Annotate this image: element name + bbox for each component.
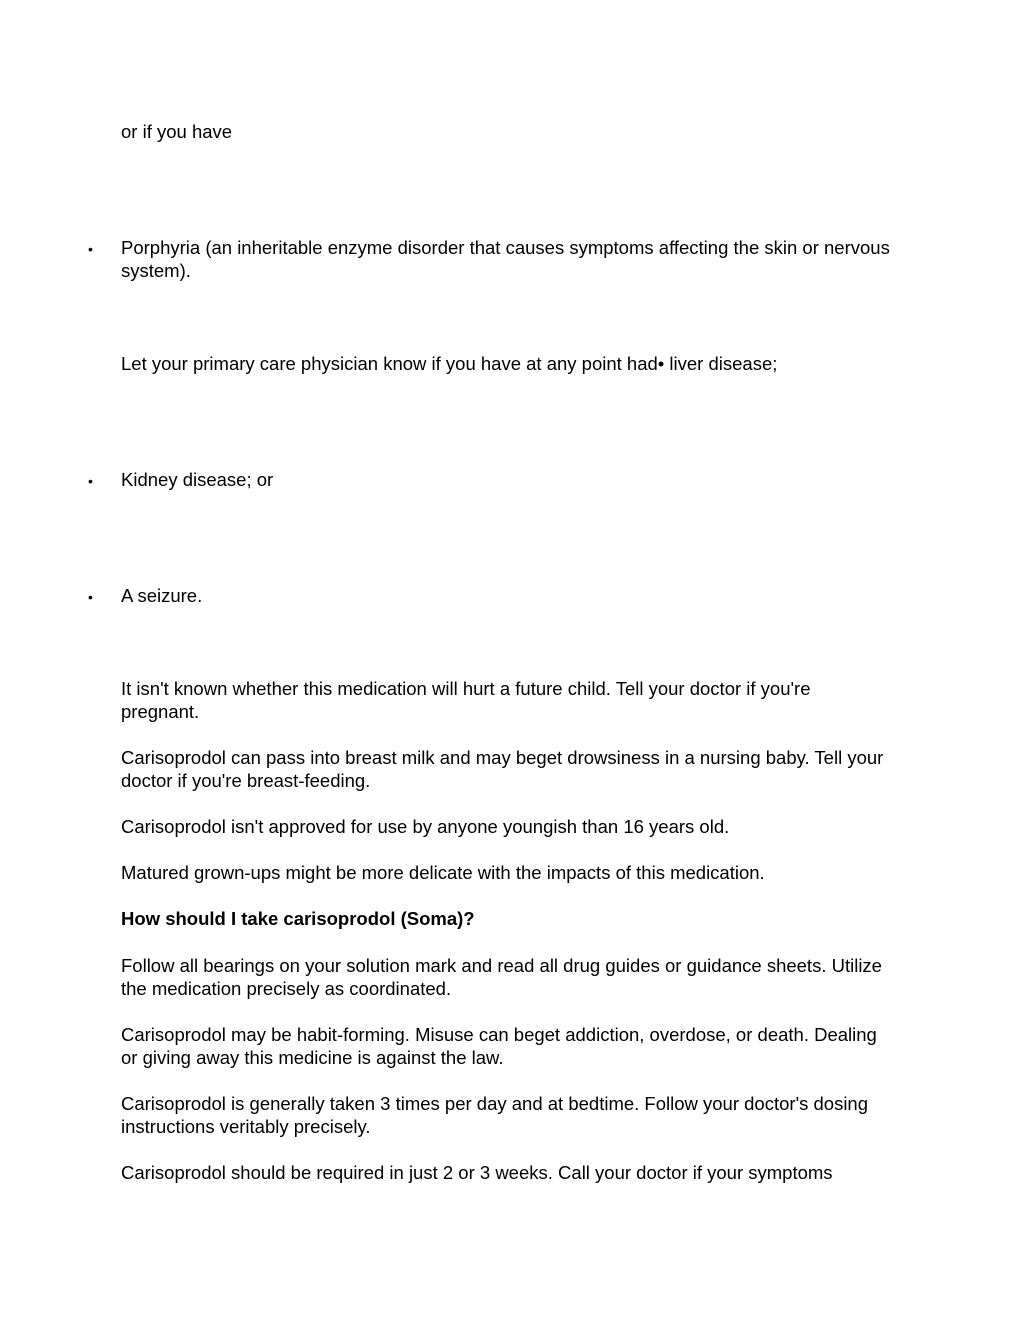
para-breast-milk: Carisoprodol can pass into breast milk and may beget drowsiness in a nursing baby. Tell your doctor if you're breast-feeding. (121, 747, 884, 791)
para-age: Carisoprodol isn't approved for use by anyone youngish than 16 years old. (121, 816, 730, 837)
bullet-kidney: Kidney disease; or (121, 469, 274, 490)
bullet-marker: • (88, 241, 93, 257)
bullet-marker: • (88, 473, 93, 489)
para-pregnant: It isn't known whether this medication will hurt a future child. Tell your doctor if you're pregnant. (121, 678, 811, 722)
para-elderly: Matured grown-ups might be more delicate with the impacts of this medication. (121, 862, 765, 883)
heading-how-take: How should I take carisoprodol (Soma)? (121, 908, 475, 929)
para-dosing: Carisoprodol is generally taken 3 times per day and at bedtime. Follow your doctor's dosing instructions veritably precisely. (121, 1093, 869, 1137)
para-habit: Carisoprodol may be habit-forming. Misuse can beget addiction, overdose, or death. Dealing or giving away this medicine is against the law. (121, 1024, 877, 1068)
para-duration: Carisoprodol should be required in just 2 or 3 weeks. Call your doctor if your symptoms (121, 1162, 833, 1183)
para-let-know: Let your primary care physician know if you have at any point had• liver disease; (121, 353, 778, 374)
bullet-porphyria: Porphyria (an inheritable enzyme disorder that causes symptoms affecting the skin or nervous system). (121, 237, 890, 281)
bullet-marker: • (88, 589, 93, 605)
intro-fragment: or if you have (121, 121, 233, 142)
para-follow: Follow all bearings on your solution mark and read all drug guides or guidance sheets. Utilize the medication precisely as coordinated. (121, 955, 882, 999)
bullet-seizure: A seizure. (121, 585, 203, 606)
